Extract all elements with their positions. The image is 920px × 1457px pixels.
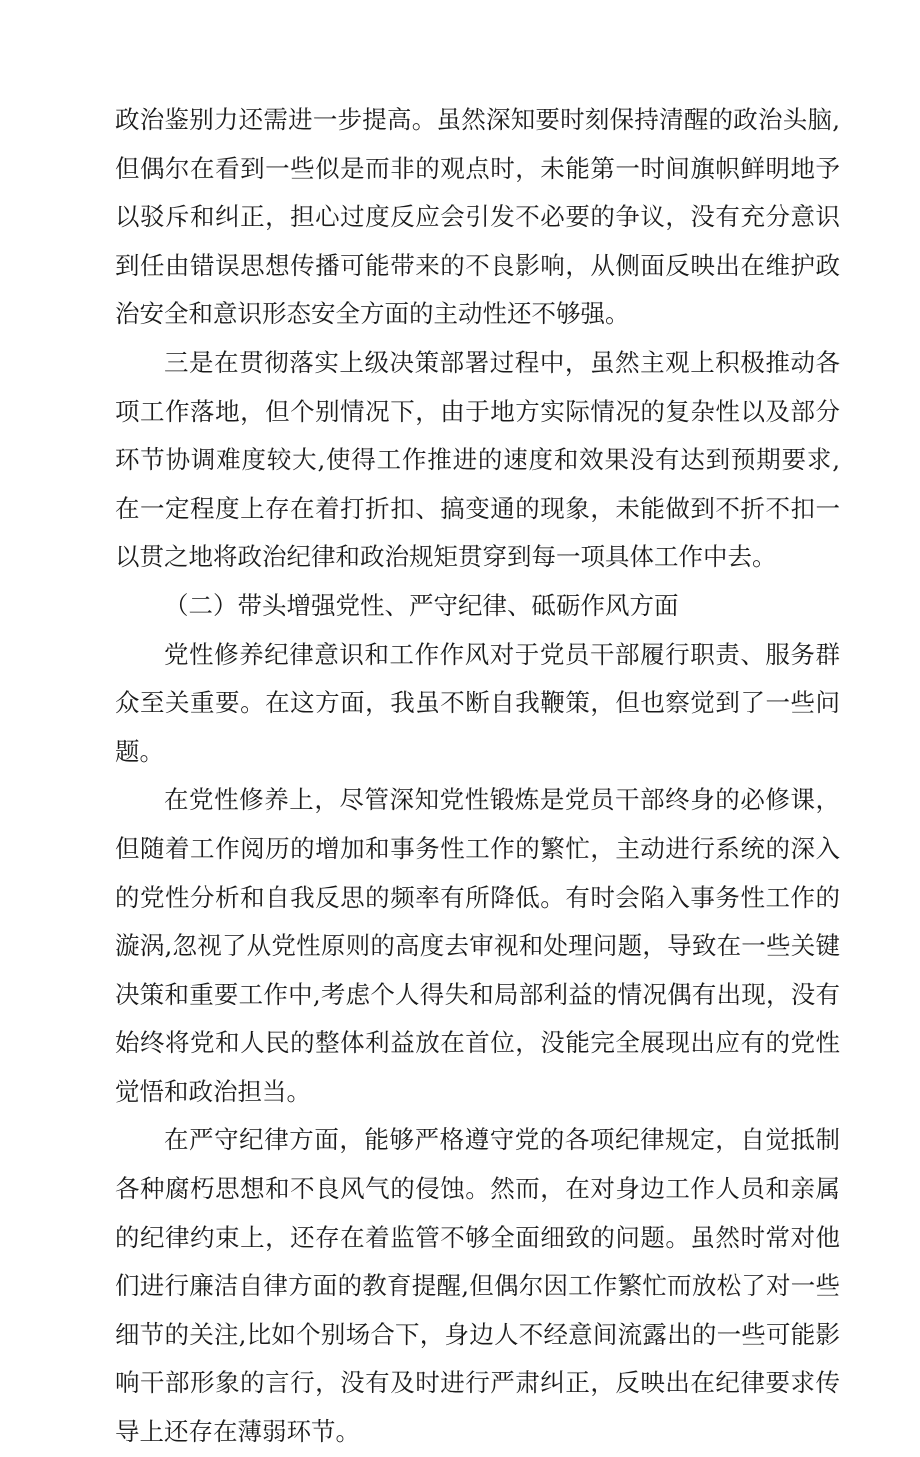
paragraph-implementation: 三是在贯彻落实上级决策部署过程中，虽然主观上积极推动各项工作落地，但个别情况下，由于地方实际情况的复杂性以及部分环节协调难度较大,使得工作推进的速度和效果没有达到预期要求,在一定程度上存在着打折扣、搞变通的现象，未能做到不折不扣一以贯之地将政治纪律和政治规矩贯穿到每一项具体工作中去。 bbox=[115, 347, 840, 572]
section-heading: （二）带头增强党性、严守纪律、砥砺作风方面 bbox=[164, 590, 679, 620]
paragraph-party-spirit-cultivation: 在党性修养上，尽管深知党性锻炼是党员干部终身的必修课，但随着工作阅历的增加和事务性工作的繁忙，主动进行系统的深入的党性分析和自我反思的频率有所降低。有时会陷入事务性工作的漩涡,忽视了从党性原则的高度去审视和处理问题，导致在一些关键决策和重要工作中,考虑个人得失和局部利益的情况偶有出现，没有始终将党和人民的整体利益放在首位，没能完全展现出应有的党性觉悟和政治担当。 bbox=[115, 785, 840, 1106]
paragraph-political-discernment: 政治鉴别力还需进一步提高。虽然深知要时刻保持清醒的政治头脑,但偶尔在看到一些似是而非的观点时，未能第一时间旗帜鲜明地予以驳斥和纠正，担心过度反应会引发不必要的争议，没有充分意识到任由错误思想传播可能带来的不良影响，从侧面反映出在维护政治安全和意识形态安全方面的主动性还不够强。 bbox=[115, 105, 840, 329]
paragraph-party-spirit-intro: 党性修养纪律意识和工作作风对于党员干部履行职责、服务群众至关重要。在这方面，我虽不断自我鞭策，但也察觉到了一些问题。 bbox=[115, 639, 840, 766]
paragraph-discipline: 在严守纪律方面，能够严格遵守党的各项纪律规定，自觉抵制各种腐朽思想和不良风气的侵蚀。然而，在对身边工作人员和亲属的纪律约束上，还存在着监管不够全面细致的问题。虽然时常对他们进行廉洁自律方面的教育提醒,但偶尔因工作繁忙而放松了对一些细节的关注,比如个别场合下，身边人不经意间流露出的一些可能影响干部形象的言行，没有及时进行严肃纠正，反映出在纪律要求传导上还存在薄弱环节。 bbox=[115, 1125, 840, 1447]
document-body bbox=[115, 96, 840, 1457]
